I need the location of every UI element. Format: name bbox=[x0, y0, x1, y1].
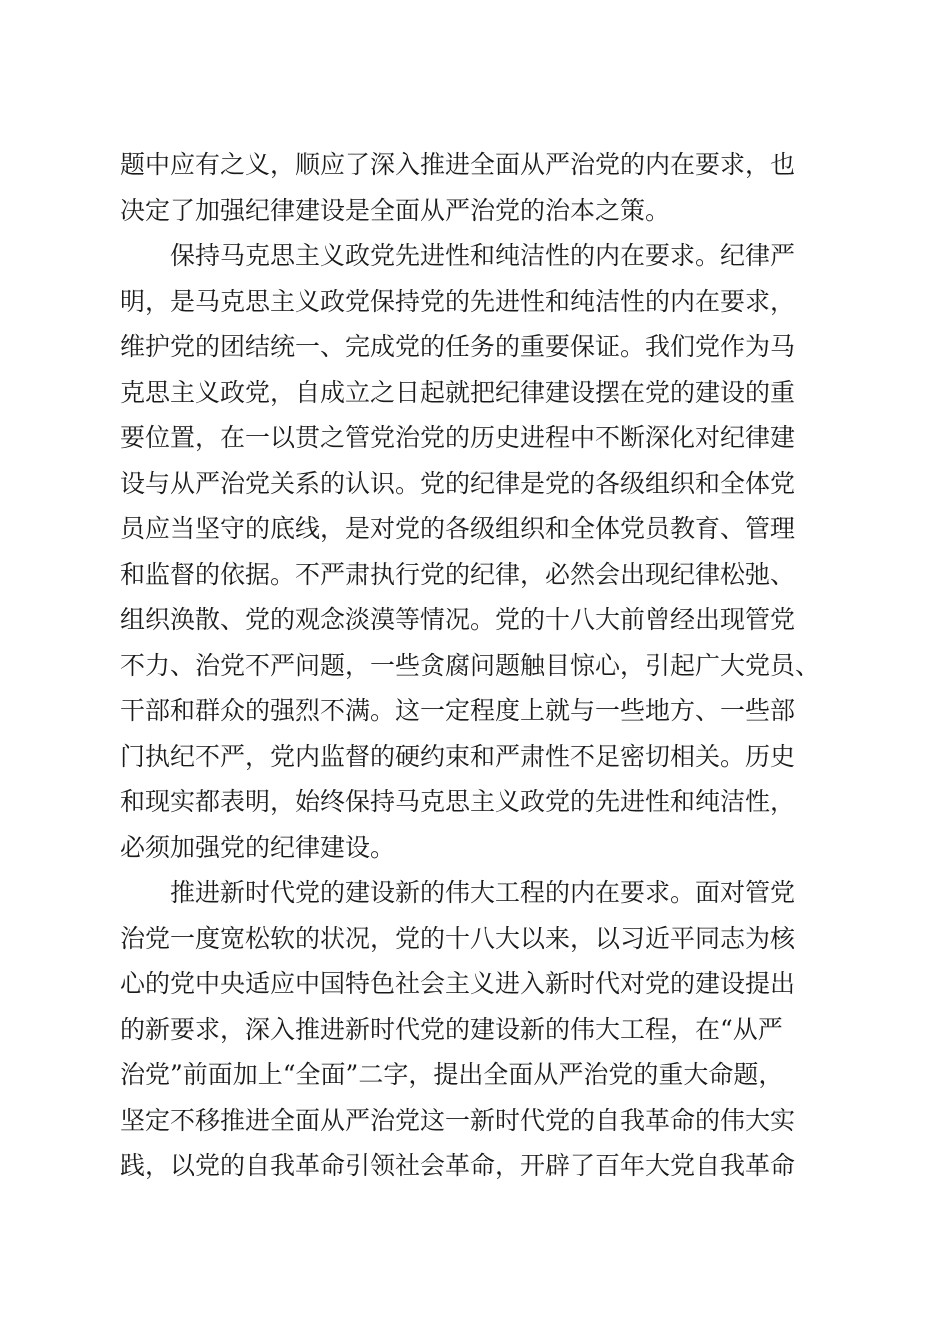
paragraph-1 bbox=[120, 142, 832, 233]
text-line: 员应当坚守的底线，是对党的各级组织和全体党员教育、管理 bbox=[120, 514, 796, 543]
text-line: 治党”前面加上“全面”二字，提出全面从严治党的重大命题， bbox=[120, 1060, 784, 1089]
text-line: 和现实都表明，始终保持马克思主义政党的先进性和纯洁性， bbox=[120, 787, 796, 816]
text-line: 决定了加强纪律建设是全面从严治党的治本之策。 bbox=[120, 195, 671, 225]
paragraph-2 bbox=[120, 233, 832, 870]
text-line: 要位置，在一以贯之管党治党的历史进程中不断深化对纪律建 bbox=[120, 423, 796, 452]
text-line: 必须加强党的纪律建设。 bbox=[120, 832, 396, 862]
text-line: 明，是马克思主义政党保持党的先进性和纯洁性的内在要求， bbox=[120, 286, 796, 316]
text-line: 推进新时代党的建设新的伟大工程的内在要求。面对管党 bbox=[170, 878, 796, 907]
text-line: 保持马克思主义政党先进性和纯洁性的内在要求。纪律严 bbox=[170, 241, 796, 270]
text-line: 题中应有之义，顺应了深入推进全面从严治党的内在要求，也 bbox=[120, 150, 796, 179]
text-line: 不力、治党不严问题，一些贪腐问题触目惊心，引起广大党员、 bbox=[120, 650, 821, 680]
text-line: 坚定不移推进全面从严治党这一新时代党的自我革命的伟大实 bbox=[120, 1105, 796, 1135]
text-line: 心的党中央适应中国特色社会主义进入新时代对党的建设提出 bbox=[120, 969, 796, 998]
paragraph-3 bbox=[120, 870, 832, 1189]
text-line: 克思主义政党，自成立之日起就把纪律建设摆在党的建设的重 bbox=[120, 377, 796, 407]
text-line: 和监督的依据。不严肃执行党的纪律，必然会出现纪律松弛、 bbox=[120, 559, 796, 589]
text-line: 治党一度宽松软的状况，党的十八大以来，以习近平同志为核 bbox=[120, 923, 796, 953]
text-line: 设与从严治党关系的认识。党的纪律是党的各级组织和全体党 bbox=[120, 468, 796, 498]
text-line: 门执纪不严，党内监督的硬约束和严肃性不足密切相关。历史 bbox=[120, 741, 796, 771]
text-line: 组织涣散、党的观念淡漠等情况。党的十八大前曾经出现管党 bbox=[120, 605, 796, 634]
document-body bbox=[120, 142, 832, 1189]
text-line: 干部和群众的强烈不满。这一定程度上就与一些地方、一些部 bbox=[120, 696, 796, 725]
text-line: 维护党的团结统一、完成党的任务的重要保证。我们党作为马 bbox=[120, 332, 796, 361]
text-line: 的新要求，深入推进新时代党的建设新的伟大工程，在“从严 bbox=[120, 1014, 783, 1044]
text-line: 践，以党的自我革命引领社会革命，开辟了百年大党自我革命 bbox=[120, 1151, 796, 1180]
